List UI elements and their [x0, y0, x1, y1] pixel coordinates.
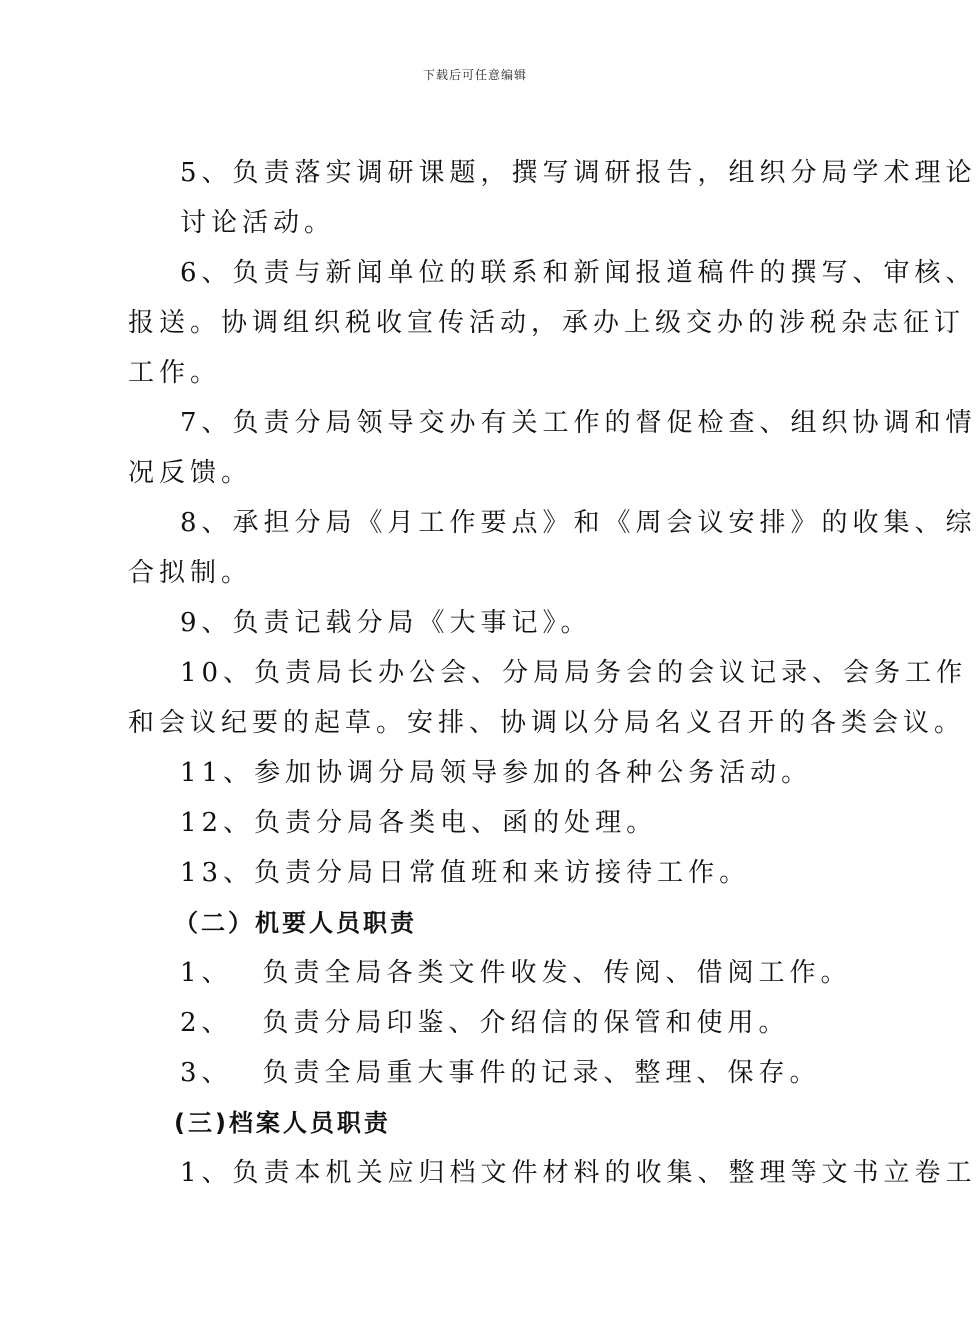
item-6-line-1: 6、负责与新闻单位的联系和新闻报道稿件的撰写、审核、	[180, 258, 977, 288]
item-9-line-1: 9、负责记载分局《大事记》。	[180, 608, 592, 638]
item-13: 13、负责分局日常值班和来访接待工作。	[180, 858, 751, 888]
page-header-note: 下载后可任意编辑	[422, 68, 527, 82]
item-12: 12、负责分局各类电、函的处理。	[180, 808, 658, 838]
item-7-line-2: 况反馈。	[128, 458, 253, 488]
section-2-item-2-number: 2、	[180, 1008, 233, 1038]
section-3-item-1: 1、负责本机关应归档文件材料的收集、整理等文书立卷工	[180, 1158, 977, 1188]
section-3-heading: (三)档案人员职责	[174, 1109, 391, 1137]
item-5-line-2: 讨论活动。	[180, 208, 336, 238]
item-6-line-3: 工作。	[128, 358, 222, 388]
section-2-item-3-text: 负责全局重大事件的记录、整理、保存。	[262, 1058, 821, 1088]
section-2-item-1-text: 负责全局各类文件收发、传阅、借阅工作。	[262, 958, 852, 988]
item-11: 11、参加协调分局领导参加的各种公务活动。	[180, 758, 813, 788]
item-6-line-2: 报送。协调组织税收宣传活动，承办上级交办的涉税杂志征订	[128, 308, 966, 338]
item-10-line-1: 10、负责局长办公会、分局局务会的会议记录、会务工作	[180, 658, 968, 688]
section-2-item-3	[128, 1048, 840, 1098]
section-2-item-1-number: 1、	[180, 958, 233, 988]
item-8-line-2: 合拟制。	[128, 558, 253, 588]
item-5-line-1: 5、负责落实调研课题，撰写调研报告，组织分局学术理论	[180, 158, 977, 188]
section-2-item-1	[128, 948, 852, 998]
section-2-heading: （二）机要人员职责	[174, 909, 417, 937]
section-2-item-2-text: 负责分局印鉴、介绍信的保管和使用。	[262, 1008, 790, 1038]
section-2-item-3-number: 3、	[180, 1058, 233, 1088]
item-8-line-1: 8、承担分局《月工作要点》和《周会议安排》的收集、综	[180, 508, 977, 538]
item-10-line-2: 和会议纪要的起草。安排、协调以分局名义召开的各类会议。	[128, 708, 966, 738]
item-7-line-1: 7、负责分局领导交办有关工作的督促检查、组织协调和情	[180, 408, 977, 438]
section-2-item-2	[128, 998, 840, 1048]
document-body	[128, 148, 977, 1198]
